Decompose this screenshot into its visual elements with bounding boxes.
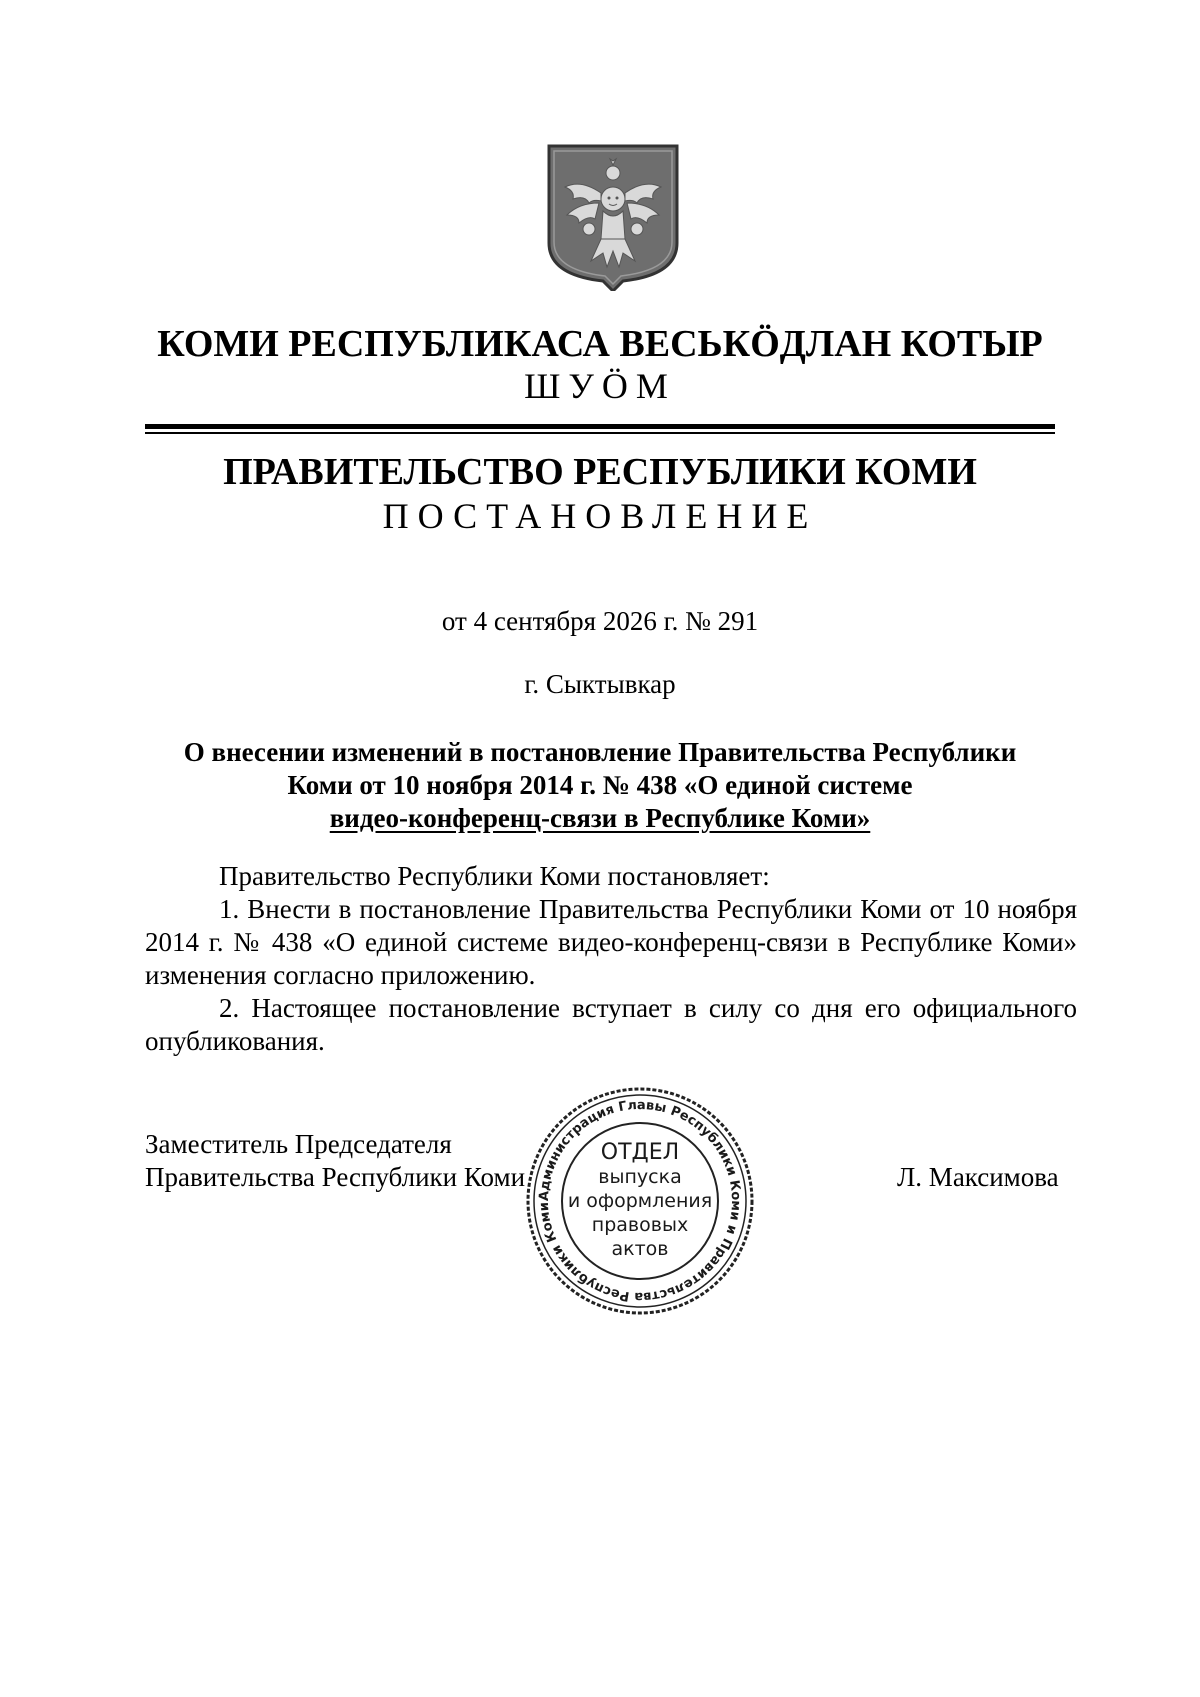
- stamp-line: правовых: [591, 1214, 689, 1236]
- signer-position: [145, 1128, 525, 1194]
- official-stamp: [519, 1074, 756, 1317]
- document-title: [140, 736, 1060, 835]
- stamp-ring-text: Администрация Главы Республики Коми и Правительства Республики Коми •: [519, 1074, 744, 1305]
- komi-coat-of-arms-icon: [545, 143, 681, 291]
- komi-organization-name: КОМИ РЕСПУБЛИКАСА ВЕСЬКӦДЛАН КОТЫР: [157, 323, 1043, 365]
- body-item-2: 2. Настоящее постановление вступает в силу со дня его официального опубликования.: [145, 993, 1077, 1056]
- signer-name: Л. Максимова: [897, 1162, 1059, 1192]
- komi-document-type: ШУӦМ: [524, 366, 676, 406]
- document-type: ПОСТАНОВЛЕНИЕ: [382, 496, 818, 536]
- document-title-line: Коми от 10 ноября 2014 г. № 438 «О единой системе: [287, 770, 913, 800]
- stamp-line: выпуска: [598, 1166, 682, 1188]
- stamp-line: актов: [611, 1238, 669, 1260]
- coat-of-arms-graphic: [545, 143, 681, 291]
- document-title-line: О внесении изменений в постановление Правительства Республики: [183, 737, 1017, 767]
- stamp-line: и оформления: [567, 1190, 713, 1212]
- header-divider-thick: [145, 424, 1055, 429]
- body-intro: Правительство Республики Коми постановляет:: [219, 861, 770, 891]
- document-date-number: от 4 сентября 2026 г. № 291: [441, 606, 759, 636]
- signer-position-line: Заместитель Председателя: [145, 1129, 452, 1159]
- organization-name: ПРАВИТЕЛЬСТВО РЕСПУБЛИКИ КОМИ: [223, 451, 977, 493]
- signer-position-line: Правительства Республики Коми: [145, 1162, 526, 1192]
- stamp-graphic: [519, 1074, 756, 1317]
- document-title-line: видео-конференц-связи в Республике Коми»: [329, 803, 871, 833]
- document-body: [145, 860, 1077, 1058]
- document-city: г. Сыктывкар: [524, 669, 676, 699]
- stamp-line: ОТДЕЛ: [600, 1140, 680, 1165]
- body-item-1: 1. Внести в постановление Правительства Республики Коми от 10 ноября 2014 г. № 438 «О единой системе видео-конференц-связи в Республике Коми» изменения согласно приложению.: [145, 894, 1077, 990]
- header-divider-thin: [145, 432, 1055, 434]
